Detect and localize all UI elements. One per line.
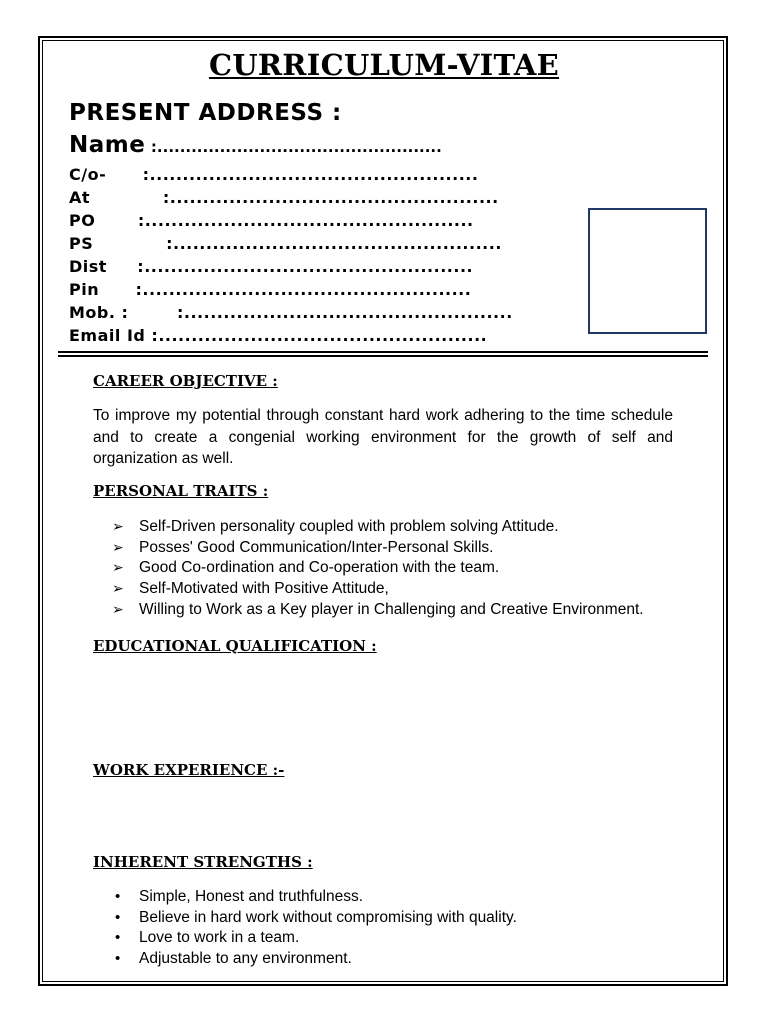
photo-placeholder bbox=[588, 208, 707, 334]
personal-traits-heading: PERSONAL TRAITS : bbox=[93, 482, 269, 500]
list-item: • Simple, Honest and truthfulness. bbox=[112, 887, 517, 908]
pin-field: Pin :.................................................. bbox=[69, 280, 472, 299]
inherent-strengths-list bbox=[112, 887, 517, 970]
list-item: • Love to work in a team. bbox=[112, 928, 517, 949]
career-objective-heading: CAREER OBJECTIVE : bbox=[93, 372, 278, 390]
divider-line-secondary bbox=[58, 355, 708, 357]
list-item: ➢ Self-Driven personality coupled with problem solving Attitude. bbox=[112, 517, 644, 538]
personal-traits-list bbox=[112, 517, 644, 620]
educational-qualification-heading: EDUCATIONAL QUALIFICATION : bbox=[93, 637, 377, 655]
list-item: • Adjustable to any environment. bbox=[112, 949, 517, 970]
present-address-heading: PRESENT ADDRESS : bbox=[69, 100, 342, 126]
name-dots: :.................................................. bbox=[150, 138, 442, 156]
email-field: Email Id :.................................................. bbox=[69, 326, 488, 345]
divider-line bbox=[58, 351, 708, 353]
at-field: At :.................................................. bbox=[69, 188, 499, 207]
name-field bbox=[69, 132, 442, 158]
list-item: ➢ Posses' Good Communication/Inter-Personal Skills. bbox=[112, 538, 644, 559]
inherent-strengths-heading: INHERENT STRENGTHS : bbox=[93, 853, 313, 871]
career-objective-text: To improve my potential through constant hard work adhering to the time schedule and to create a congenial working environment for the growth of self and organization as well. bbox=[93, 407, 673, 467]
ps-field: PS :.................................................. bbox=[69, 234, 502, 253]
list-item: • Believe in hard work without compromising with quality. bbox=[112, 908, 517, 929]
dist-field: Dist :.................................................. bbox=[69, 257, 474, 276]
cv-title: CURRICULUM-VITAE bbox=[208, 48, 560, 82]
name-label: Name bbox=[69, 132, 146, 158]
work-experience-heading: WORK EXPERIENCE :- bbox=[93, 761, 285, 779]
care-of-field: C/o- :.................................................. bbox=[69, 165, 479, 184]
po-field: PO :.................................................. bbox=[69, 211, 474, 230]
mobile-field: Mob. : :.................................................. bbox=[69, 303, 513, 322]
list-item: ➢ Good Co-ordination and Co-operation with the team. bbox=[112, 558, 644, 579]
list-item: ➢ Willing to Work as a Key player in Challenging and Creative Environment. bbox=[112, 600, 644, 621]
list-item: ➢ Self-Motivated with Positive Attitude, bbox=[112, 579, 644, 600]
